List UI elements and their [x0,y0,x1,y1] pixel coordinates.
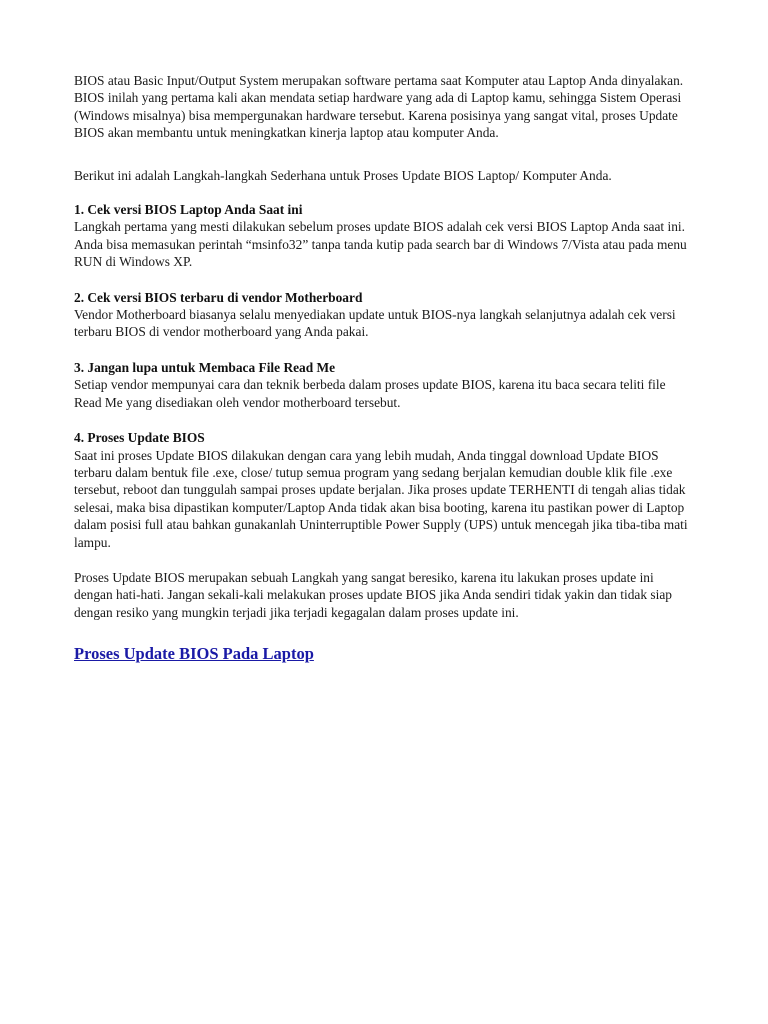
step-section-1 [74,201,694,271]
step-heading-2: 2. Cek versi BIOS terbaru di vendor Motherboard [74,289,363,305]
intro-paragraph: BIOS atau Basic Input/Output System merupakan software pertama saat Komputer atau Laptop Anda dinyalakan. BIOS inilah yang pertama kali akan mendata setiap hardware yang ada di Laptop kamu, sehingga Sistem Operasi (Windows misalnya) bisa mempergunakan hardware tersebut. Karena posisinya yang sangat vital, proses Update BIOS akan membantu untuk meningkatkan kinerja laptop atau komputer Anda. [74,73,684,141]
step-body-3: Setiap vendor mempunyai cara dan teknik berbeda dalam proses update BIOS, karena itu baca secara teliti file Read Me yang disediakan oleh vendor motherboard tersebut. [74,377,666,410]
closing-paragraph: Proses Update BIOS merupakan sebuah Langkah yang sangat beresiko, karena itu lakukan proses update ini dengan hati-hati. Jangan sekali-kali melakukan proses update BIOS jika Anda sendiri tidak yakin dan tidak siap dengan resiko yang mungkin terjadi jika terjadi kegagalan dalam proses update ini. [74,569,672,620]
step-heading-1: 1. Cek versi BIOS Laptop Anda Saat ini [74,202,303,218]
proses-update-bios-link[interactable]: Proses Update BIOS Pada Laptop [74,644,314,664]
step-section-2 [74,289,694,341]
step-body-1: Langkah pertama yang mesti dilakukan sebelum proses update BIOS adalah cek versi BIOS Laptop Anda saat ini. Anda bisa memasukan perintah “msinfo32” tanpa tanda kutip pada search bar di Windows 7/Vista atau pada menu RUN di Windows XP. [74,219,687,270]
step-heading-4: 4. Proses Update BIOS [74,430,205,446]
lead-paragraph: Berikut ini adalah Langkah-langkah Sederhana untuk Proses Update BIOS Laptop/ Komputer Anda. [74,167,612,183]
step-body-4: Saat ini proses Update BIOS dilakukan dengan cara yang lebih mudah, Anda tinggal download Update BIOS terbaru dalam bentuk file .exe, close/ tutup semua program yang sedang berjalan kemudian double klik file .exe tersebut, reboot dan tunggulah sampai proses update berjalan. Jika proses update TERHENTI di tengah alias tidak selesai, maka bisa dipastikan komputer/Laptop Anda tidak akan bisa booting, karena itu pastikan power di Laptop dalam posisi full atau bahkan gunakanlah Uninterruptible Power Supply (UPS) untuk mencegah jika tiba-tiba mati lampu. [74,447,688,550]
step-heading-3: 3. Jangan lupa untuk Membaca File Read Me [74,359,336,375]
step-section-4 [74,429,694,551]
document-page [74,72,694,665]
step-body-2: Vendor Motherboard biasanya selalu menyediakan update untuk BIOS-nya langkah selanjutnya adalah cek versi terbaru BIOS di vendor motherboard yang Anda pakai. [74,307,676,340]
step-section-3 [74,359,694,411]
